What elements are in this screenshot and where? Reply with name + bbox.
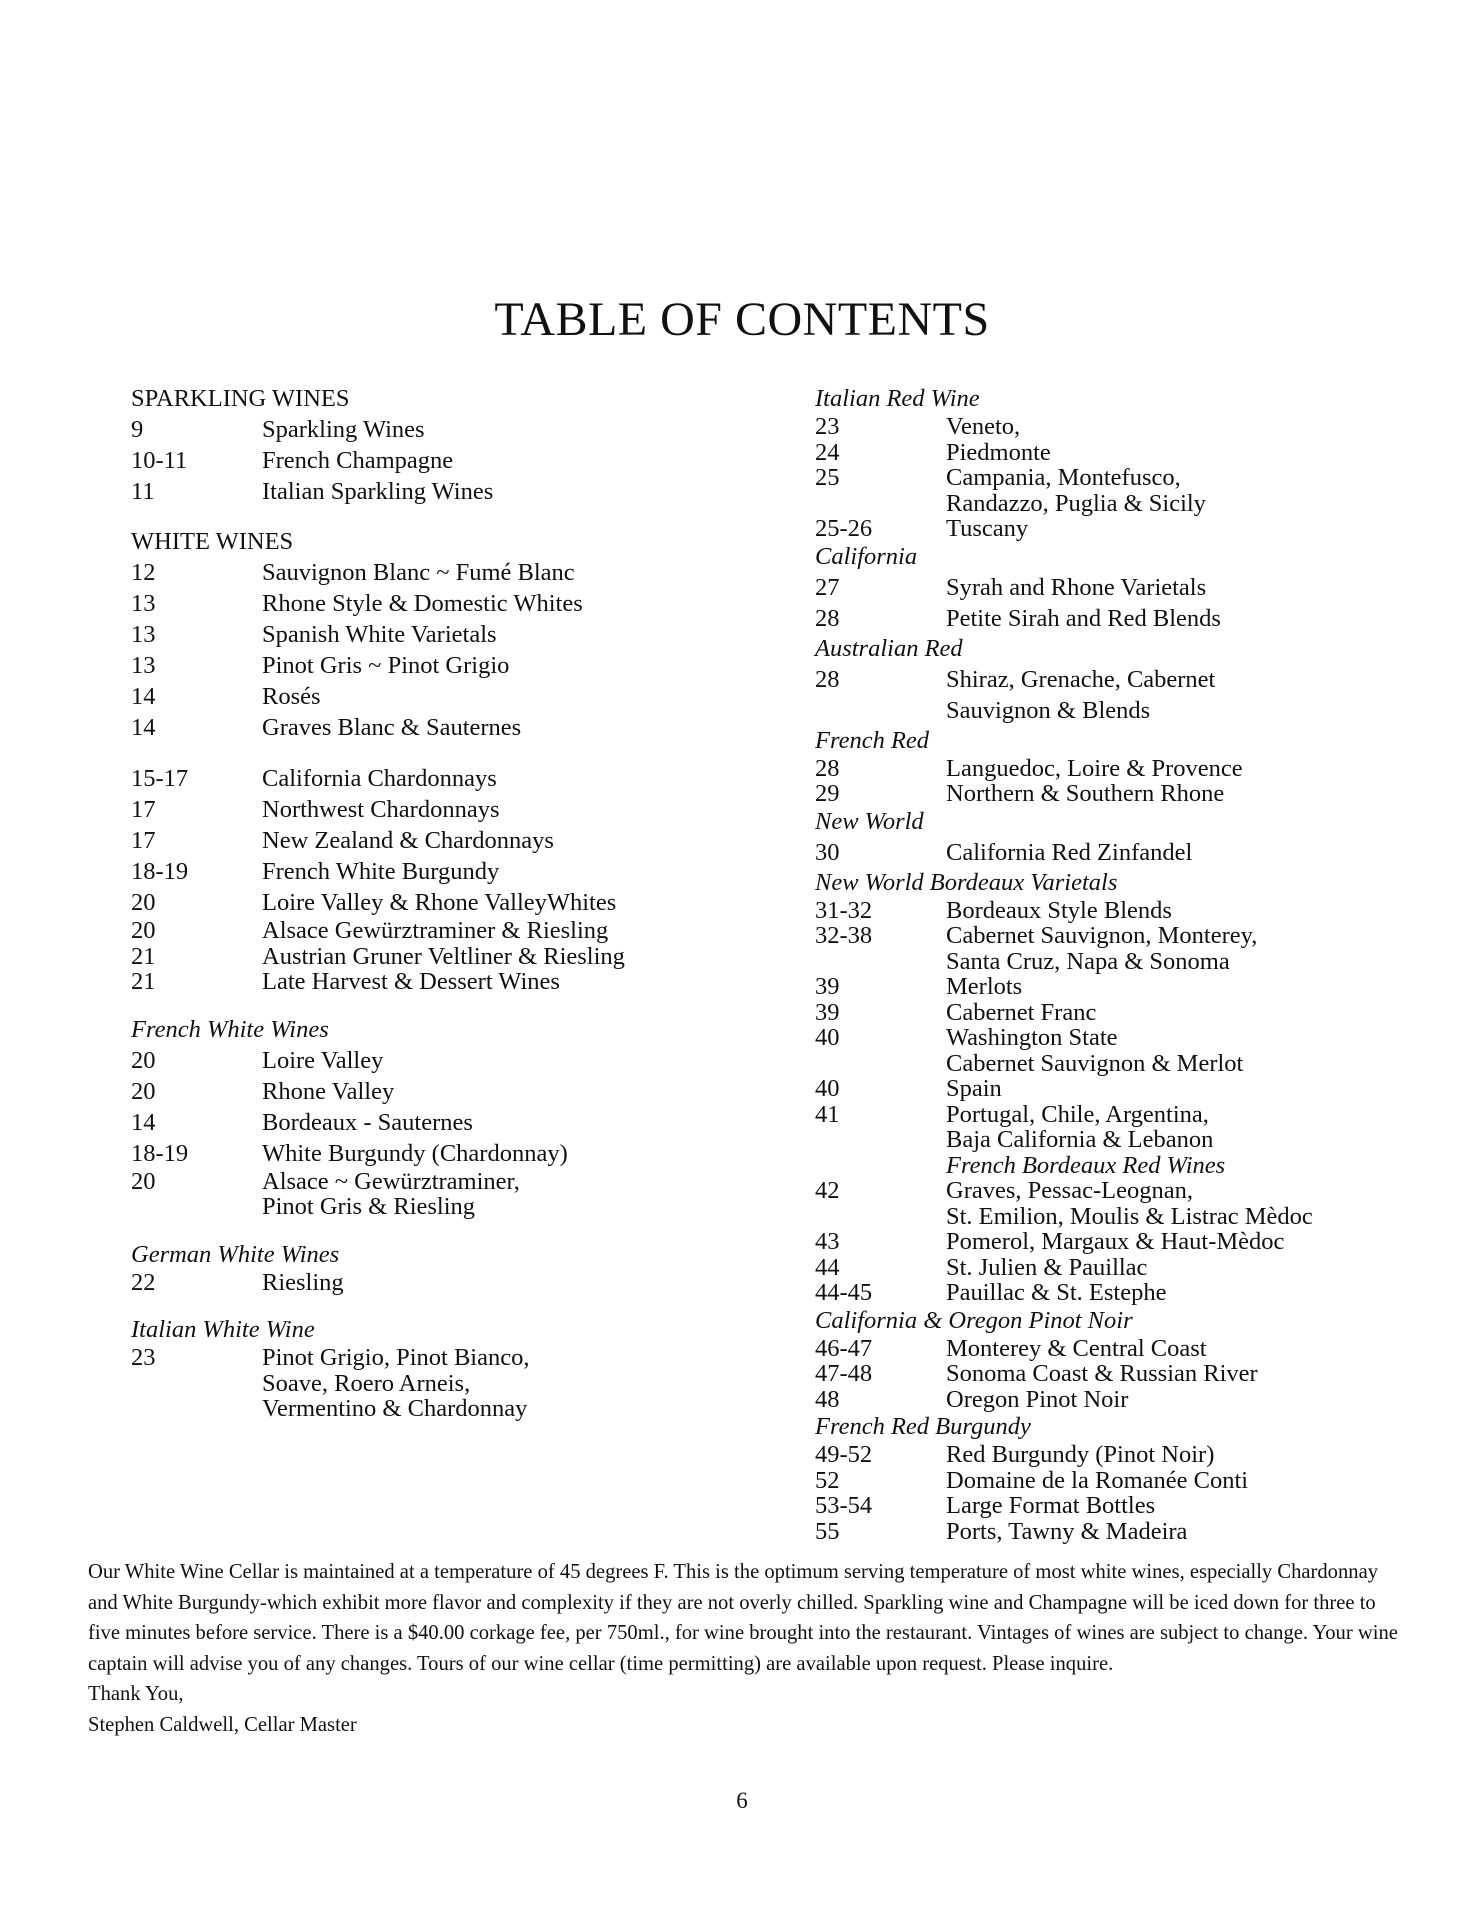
section-spacer — [131, 743, 731, 763]
toc-entry — [815, 603, 1455, 634]
toc-right-column — [815, 384, 1455, 1544]
toc-page-number: 17 — [131, 827, 156, 854]
toc-page-number: 44-45 — [815, 1279, 873, 1306]
toc-entry-label: Sauvignon & Blends — [946, 696, 1151, 724]
toc-entry-label: Rosés — [262, 683, 321, 710]
toc-entry-label: Soave, Roero Arneis, — [262, 1369, 471, 1397]
toc-entry — [131, 619, 731, 650]
toc-page-number — [815, 491, 946, 517]
section-spacer — [131, 507, 731, 527]
toc-entry — [815, 1280, 1455, 1306]
toc-entry — [815, 1468, 1455, 1494]
toc-page-number — [131, 1396, 262, 1422]
toc-page-number — [815, 1153, 946, 1179]
toc-page-number: 39 — [815, 998, 840, 1026]
toc-page-number: 20 — [131, 1167, 156, 1195]
toc-page-number — [815, 695, 946, 726]
toc-entry-label: Cabernet Sauvignon & Merlot — [946, 1049, 1244, 1077]
toc-entry — [815, 974, 1455, 1000]
toc-entry-label: St. Emilion, Moulis & Listrac Mèdoc — [946, 1202, 1313, 1230]
toc-page-number: 40 — [815, 1075, 840, 1102]
toc-entry-label: Vermentino & Chardonnay — [262, 1395, 528, 1422]
toc-entry-label: Shiraz, Grenache, Cabernet — [946, 665, 1216, 693]
toc-page-number: 24 — [815, 438, 840, 466]
toc-page-number: 13 — [131, 652, 156, 679]
toc-entry-label: California Red Zinfandel — [946, 838, 1193, 866]
toc-page-number: 23 — [815, 413, 840, 440]
toc-entry — [131, 712, 731, 743]
toc-page-number: 14 — [131, 714, 156, 741]
toc-page-number: 48 — [815, 1385, 840, 1413]
toc-page-number — [131, 1371, 262, 1397]
toc-entry-label: Rhone Valley — [262, 1077, 395, 1105]
toc-entry-label: Santa Cruz, Napa & Sonoma — [946, 947, 1230, 975]
toc-entry — [815, 1025, 1455, 1051]
toc-entry — [131, 681, 731, 712]
toc-entry — [815, 1361, 1455, 1387]
toc-entry — [815, 1102, 1455, 1128]
cellar-note — [88, 1557, 1408, 1740]
toc-entry — [815, 491, 1455, 517]
toc-page-number: 14 — [131, 1108, 156, 1136]
toc-page-number: 22 — [131, 1268, 156, 1296]
toc-entry-label: Alsace Gewürztraminer & Riesling — [262, 917, 609, 944]
toc-entry-label: Randazzo, Puglia & Sicily — [946, 489, 1206, 517]
toc-entry — [815, 414, 1455, 440]
toc-page-number: 21 — [131, 942, 156, 970]
toc-entry — [131, 1107, 731, 1138]
toc-page-number: 52 — [815, 1466, 840, 1494]
toc-entry-label: Graves, Pessac-Leognan, — [946, 1177, 1193, 1204]
toc-entry — [815, 1442, 1455, 1468]
toc-page-number — [815, 1204, 946, 1230]
toc-entry-label: Petite Sirah and Red Blends — [946, 604, 1221, 632]
category-heading: French Red — [815, 726, 930, 754]
toc-entry-label: Merlots — [946, 973, 1023, 1000]
section-spacer — [131, 1295, 731, 1315]
toc-entry-label: Italian Sparkling Wines — [262, 478, 494, 505]
toc-entry-label: Loire Valley — [262, 1046, 384, 1074]
toc-page-number: 9 — [131, 416, 144, 443]
toc-entry-label: Washington State — [946, 1024, 1118, 1051]
toc-page-number: 32-38 — [815, 922, 873, 949]
category-heading: French White Wines — [131, 1015, 329, 1043]
toc-page-number: 29 — [815, 780, 840, 807]
toc-entry-label: California Chardonnays — [262, 765, 497, 792]
cellar-note-paragraph: Our White Wine Cellar is maintained at a temperature of 45 degrees F. This is the optimum serving temperature of most white wines, especially Chardonnay and White Burgundy-which exhibit more flavor and complexity if they are not overly chilled. Sparkling wine and Champagne will be iced down for three to five minutes before service. There is a $40.00 corkage fee, per 750ml., for wine brought into the restaurant. Vintages of wines are subject to change. Your wine captain will advise you of any changes. Tours of our wine cellar (time permitting) are available upon request. Please inquire. — [88, 1561, 1398, 1675]
toc-entry-label: Baja California & Lebanon — [946, 1126, 1214, 1153]
toc-entry-label: Domaine de la Romanée Conti — [946, 1466, 1249, 1494]
toc-page-number: 31-32 — [815, 896, 873, 924]
toc-entry — [815, 1000, 1455, 1026]
category-heading: Italian Red Wine — [815, 385, 980, 412]
toc-page-number: 49-52 — [815, 1441, 873, 1468]
toc-entry-label: Graves Blanc & Sauternes — [262, 714, 522, 741]
toc-entry — [131, 1194, 731, 1220]
toc-entry — [815, 1076, 1455, 1102]
toc-page-number: 18-19 — [131, 858, 189, 885]
toc-entry-label: New Zealand & Chardonnays — [262, 827, 554, 854]
toc-entry — [131, 969, 731, 995]
toc-entry — [815, 1204, 1455, 1230]
section-heading: SPARKLING WINES — [131, 385, 350, 412]
toc-entry-label: Rhone Style & Domestic Whites — [262, 590, 583, 617]
toc-entry — [815, 516, 1455, 542]
toc-entry-label: Red Burgundy (Pinot Noir) — [946, 1441, 1215, 1468]
toc-entry — [131, 1371, 731, 1397]
toc-entry-label: Oregon Pinot Noir — [946, 1385, 1129, 1413]
toc-page-number: 40 — [815, 1024, 840, 1051]
toc-entry — [815, 572, 1455, 603]
toc-page-number: 28 — [815, 665, 840, 693]
toc-entry-label: Bordeaux Style Blends — [946, 896, 1172, 924]
toc-page-number: 20 — [131, 1046, 156, 1074]
toc-page-number: 20 — [131, 917, 156, 944]
toc-entry — [131, 1270, 731, 1296]
toc-entry — [131, 918, 731, 944]
toc-entry-label: Bordeaux - Sauternes — [262, 1108, 473, 1136]
toc-page-number: 28 — [815, 754, 840, 782]
toc-entry — [815, 837, 1455, 868]
toc-entry-label: Syrah and Rhone Varietals — [946, 573, 1207, 601]
toc-page-number: 46-47 — [815, 1334, 873, 1362]
toc-entry — [131, 1138, 731, 1169]
toc-page-number: 12 — [131, 559, 156, 586]
toc-entry-label: Tuscany — [946, 515, 1029, 542]
toc-entry — [815, 1493, 1455, 1519]
toc-entry-label: French Bordeaux Red Wines — [946, 1151, 1226, 1179]
toc-entry-label: Veneto, — [946, 413, 1021, 440]
toc-entry — [815, 664, 1455, 695]
toc-entry — [815, 781, 1455, 807]
toc-page-number: 11 — [131, 478, 155, 505]
toc-entry — [131, 476, 731, 507]
toc-page-number — [815, 1051, 946, 1077]
toc-entry-label: St. Julien & Pauillac — [946, 1253, 1148, 1281]
toc-entry-label: Pomerol, Margaux & Haut-Mèdoc — [946, 1228, 1285, 1255]
toc-entry — [131, 825, 731, 856]
toc-entry — [131, 944, 731, 970]
toc-entry-label: Piedmonte — [946, 438, 1051, 466]
toc-entry — [131, 1396, 731, 1422]
toc-entry — [815, 1051, 1455, 1077]
toc-entry — [131, 650, 731, 681]
category-heading: New World — [815, 807, 924, 835]
toc-page-number: 27 — [815, 573, 840, 601]
toc-entry-label: Spanish White Varietals — [262, 621, 497, 648]
toc-entry-label: Sauvignon Blanc ~ Fumé Blanc — [262, 559, 575, 586]
toc-page-number: 21 — [131, 968, 156, 995]
toc-entry-label: Loire Valley & Rhone ValleyWhites — [262, 889, 617, 916]
section-spacer — [131, 1220, 731, 1240]
toc-entry-label: Northern & Southern Rhone — [946, 780, 1225, 807]
toc-entry — [131, 887, 731, 918]
toc-entry — [815, 1387, 1455, 1413]
category-heading: New World Bordeaux Varietals — [815, 868, 1118, 896]
toc-page-number: 18-19 — [131, 1139, 189, 1167]
toc-page-number: 25-26 — [815, 515, 873, 542]
toc-page-number: 53-54 — [815, 1492, 873, 1519]
toc-page-number: 42 — [815, 1177, 840, 1204]
toc-left-column — [131, 384, 731, 1422]
toc-entry — [815, 923, 1455, 949]
toc-entry-label: Sonoma Coast & Russian River — [946, 1360, 1258, 1387]
toc-page-number: 14 — [131, 683, 156, 710]
toc-entry — [131, 588, 731, 619]
toc-entry-label: Austrian Gruner Veltliner & Riesling — [262, 942, 625, 970]
toc-entry-label: Pinot Gris & Riesling — [262, 1193, 476, 1220]
category-heading: California — [815, 542, 918, 570]
toc-entry — [815, 1153, 1455, 1179]
toc-entry — [131, 1045, 731, 1076]
toc-entry-label: Late Harvest & Dessert Wines — [262, 968, 560, 995]
toc-page-number — [815, 949, 946, 975]
toc-entry — [815, 1336, 1455, 1362]
toc-entry — [815, 1229, 1455, 1255]
page-title: TABLE OF CONTENTS — [494, 293, 990, 346]
toc-entry-label: Campania, Montefusco, — [946, 464, 1181, 491]
toc-entry-label: Pinot Grigio, Pinot Bianco, — [262, 1344, 530, 1371]
toc-page-number: 30 — [815, 838, 840, 866]
toc-page-number: 41 — [815, 1100, 840, 1128]
toc-entry — [815, 1255, 1455, 1281]
section-heading: WHITE WINES — [131, 528, 294, 555]
cellar-note-signature: Stephen Caldwell, Cellar Master — [88, 1713, 357, 1736]
toc-entry-label: Northwest Chardonnays — [262, 796, 500, 823]
toc-entry — [815, 756, 1455, 782]
toc-entry — [815, 949, 1455, 975]
toc-entry — [131, 1076, 731, 1107]
toc-entry-label: Large Format Bottles — [946, 1492, 1156, 1519]
toc-entry — [815, 898, 1455, 924]
category-heading: Italian White Wine — [131, 1316, 315, 1343]
toc-entry-label: Cabernet Franc — [946, 998, 1097, 1026]
toc-entry — [815, 440, 1455, 466]
toc-entry — [815, 465, 1455, 491]
toc-entry — [131, 856, 731, 887]
toc-page-number: 47-48 — [815, 1360, 873, 1387]
toc-page-number — [815, 1127, 946, 1153]
toc-entry — [131, 763, 731, 794]
toc-entry — [131, 445, 731, 476]
toc-page-number: 44 — [815, 1253, 840, 1281]
toc-page-number: 43 — [815, 1228, 840, 1255]
section-spacer — [131, 995, 731, 1015]
toc-entry-label: Riesling — [262, 1268, 344, 1296]
toc-page-number: 10-11 — [131, 447, 188, 474]
toc-entry-label: White Burgundy (Chardonnay) — [262, 1139, 568, 1167]
toc-page-number: 23 — [131, 1344, 156, 1371]
toc-entry-label: French White Burgundy — [262, 858, 500, 885]
toc-entry-label: Pinot Gris ~ Pinot Grigio — [262, 652, 510, 679]
toc-entry-label: Monterey & Central Coast — [946, 1334, 1207, 1362]
toc-page-number: 20 — [131, 889, 156, 916]
toc-entry-label: Spain — [946, 1075, 1002, 1102]
toc-entry — [131, 414, 731, 445]
category-heading: German White Wines — [131, 1240, 340, 1268]
cellar-note-thanks: Thank You, — [88, 1683, 184, 1705]
toc-page-number: 13 — [131, 590, 156, 617]
toc-entry-label: Cabernet Sauvignon, Monterey, — [946, 922, 1258, 949]
toc-entry — [815, 1519, 1455, 1545]
toc-entry-label: Portugal, Chile, Argentina, — [946, 1100, 1209, 1128]
toc-page-number: 55 — [815, 1517, 840, 1545]
toc-entry-label: Ports, Tawny & Madeira — [946, 1517, 1188, 1545]
toc-entry-label: Languedoc, Loire & Provence — [946, 754, 1243, 782]
toc-page-number: 20 — [131, 1077, 156, 1105]
toc-page-number: 15-17 — [131, 765, 189, 792]
toc-entry-label: Sparkling Wines — [262, 416, 425, 443]
toc-page-number — [131, 1194, 262, 1220]
toc-page-number: 39 — [815, 973, 840, 1000]
toc-entry — [131, 1345, 731, 1371]
toc-entry-label: Alsace ~ Gewürztraminer, — [262, 1167, 520, 1195]
toc-entry — [815, 695, 1455, 726]
toc-page-number: 25 — [815, 464, 840, 491]
toc-entry-label: French Champagne — [262, 447, 454, 474]
category-heading: California & Oregon Pinot Noir — [815, 1306, 1133, 1334]
toc-page-number: 28 — [815, 604, 840, 632]
toc-entry — [131, 1169, 731, 1195]
toc-entry — [815, 1127, 1455, 1153]
toc-page-number: 17 — [131, 796, 156, 823]
toc-entry — [131, 557, 731, 588]
page-number: 6 — [736, 1788, 748, 1813]
category-heading: French Red Burgundy — [815, 1413, 1031, 1440]
toc-entry-label: Pauillac & St. Estephe — [946, 1279, 1167, 1306]
toc-entry — [815, 1178, 1455, 1204]
toc-entry — [131, 794, 731, 825]
toc-page-number: 13 — [131, 621, 156, 648]
category-heading: Australian Red — [815, 634, 963, 662]
